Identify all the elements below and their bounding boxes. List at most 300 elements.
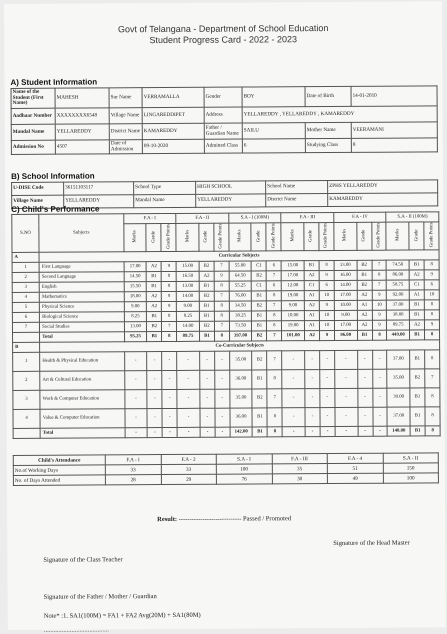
mandal-label: Mandal Name (11, 124, 55, 140)
student-village: LINGAREDDIPET (142, 107, 204, 123)
sub-header (281, 223, 304, 251)
sub-header-label: Grade Points (218, 223, 224, 249)
grade-points-cell: - (162, 408, 177, 427)
grade-cell: - (147, 427, 162, 437)
sub-header-label: Marks (184, 230, 190, 243)
sub-header-label: Grade Points (271, 223, 277, 249)
name-label: Name of the Student (First Name) (11, 88, 55, 108)
gender-label: Gender (204, 87, 242, 107)
grade-cell: - (305, 351, 320, 370)
marks-cell: 397.00 (229, 331, 252, 341)
marks-cell: 15.50 (124, 282, 147, 292)
marks-cell: 36.00 (230, 408, 253, 427)
grade-cell: B2 (410, 369, 425, 388)
marks-cell: 449.00 (387, 330, 410, 340)
subject-name: First Language (39, 262, 124, 273)
student-district: KAMAREDDY (142, 123, 204, 139)
grade-points-cell: 9 (214, 271, 229, 281)
marks-cell: 37.00 (387, 407, 410, 426)
address-label: Address (204, 107, 242, 123)
guardian-label: Father / Guardian Name (204, 123, 242, 139)
grade-points-cell: 7 (162, 321, 177, 331)
marks-cell: 55.00 (229, 261, 252, 271)
grade-cell: B1 (357, 330, 372, 340)
attendance-column-header: F.A - I (105, 455, 161, 465)
subject-sno: 4 (12, 292, 39, 302)
marks-cell: 55.25 (229, 281, 252, 291)
grade-cell: - (357, 388, 372, 407)
student-address: YELLAREDDY , YELLAREDDY , KAMAREDDY (242, 106, 437, 123)
grade-points-cell: 9 (162, 291, 177, 301)
grade-points-cell: 6 (319, 280, 334, 290)
marks-cell: 8.25 (124, 312, 147, 322)
grade-cell: - (147, 351, 162, 370)
grade-cell: B2 (252, 389, 267, 408)
marks-cell: - (335, 388, 358, 407)
group-a-label: A (12, 252, 39, 262)
sub-header (161, 223, 176, 251)
grade-points-cell: - (162, 389, 177, 408)
student-admitted-class: 6 (242, 139, 305, 153)
school-info-heading: B) School Information (11, 171, 95, 181)
sub-header (124, 224, 147, 252)
grade-cell: B1 (199, 281, 214, 291)
page-title: Govt of Telangana - Department of School Education (117, 23, 329, 35)
performance-table (11, 211, 440, 439)
student-surname: VERRAMALLA (142, 87, 204, 107)
grade-cell: A2 (146, 261, 161, 271)
marks-cell: - (282, 427, 305, 437)
marks-cell: 101.00 (282, 331, 305, 341)
days-attended-value: 76 (216, 474, 272, 484)
grade-cell: B2 (357, 280, 372, 290)
sub-header-label: Grade (413, 229, 420, 241)
marks-cell: 64.50 (229, 271, 252, 281)
grade-cell: C1 (409, 280, 424, 290)
district-label: District Name (109, 124, 142, 140)
head-master-signature: Signature of the Head Master (333, 539, 410, 547)
exam-header: S.A - I (100M) (229, 213, 282, 223)
marks-cell: - (334, 350, 357, 369)
grade-points-cell: - (372, 350, 387, 369)
student-mandal: YELLAREDDY (55, 124, 109, 140)
grade-points-cell: 7 (267, 301, 282, 311)
grade-cell: A2 (409, 270, 424, 280)
subject-name: Second Language (39, 272, 124, 283)
grade-cell: - (305, 407, 320, 426)
grade-cell: B2 (199, 321, 214, 331)
grade-points-cell: - (215, 370, 230, 389)
student-gender: BOY (242, 87, 305, 107)
grade-points-cell: 8 (214, 331, 229, 341)
grade-points-cell: 8 (425, 330, 440, 340)
sub-header (304, 223, 319, 251)
grade-cell: - (200, 427, 215, 437)
grade-points-cell: 9 (319, 300, 334, 310)
marks-cell: - (177, 389, 200, 408)
aadhaar-label: Aadhaar Number (11, 108, 55, 124)
sub-header (266, 223, 281, 251)
sno-header: S.NO (12, 214, 39, 252)
grade-cell: A2 (357, 290, 372, 300)
sub-header (424, 222, 439, 250)
marks-cell: 12.00 (281, 281, 304, 291)
school-udise: 36151103117 (64, 182, 134, 195)
grade-points-cell: 8 (162, 271, 177, 281)
grade-points-cell: 6 (424, 280, 439, 290)
marks-cell: - (335, 369, 358, 388)
marks-cell: - (282, 408, 305, 427)
student-info-table (11, 85, 438, 155)
grade-cell: C1 (304, 281, 319, 291)
attendance-column-header: S.A - II (383, 453, 439, 463)
grade-cell: B1 (252, 370, 267, 389)
grade-points-cell: - (215, 389, 230, 408)
sub-header-label: Grade (151, 230, 157, 243)
marks-cell: 8.25 (177, 311, 200, 321)
subject-sno: 3 (13, 390, 40, 409)
marks-cell: 13.00 (124, 322, 147, 332)
student-aadhaar: XXXXXXXX6548 (55, 108, 109, 124)
school-mandal: YELLAREDDY (196, 194, 266, 207)
grade-cell: B2 (357, 260, 372, 270)
grade-points-cell: 6 (267, 261, 282, 271)
marks-cell: 14.00 (334, 280, 357, 290)
grade-cell: - (357, 369, 372, 388)
grade-points-cell: 8 (372, 330, 387, 340)
total-label: Total (40, 332, 125, 343)
grade-points-cell: 9 (320, 330, 335, 340)
marks-cell: 17.00 (334, 290, 357, 300)
marks-cell: 58.75 (387, 280, 410, 290)
grade-cell: A2 (199, 271, 214, 281)
result-value: Passed / Promoted (243, 515, 292, 523)
student-name: MAHESH (55, 88, 109, 108)
student-admission: 4507 (55, 140, 109, 154)
studying-class-label: Studying Class (305, 138, 351, 152)
sub-header-label: Grade (308, 229, 314, 242)
grade-points-cell: 8 (214, 311, 229, 321)
grade-points-cell: 7 (214, 321, 229, 331)
subject-sno: 6 (12, 312, 39, 322)
grade-points-cell: 8 (425, 350, 440, 369)
subject-sno: 2 (13, 371, 40, 390)
marks-cell: - (125, 390, 148, 409)
marks-cell: 16.00 (334, 270, 357, 280)
sub-header (371, 222, 386, 250)
marks-cell: - (177, 351, 200, 370)
grade-cell: B1 (410, 350, 425, 369)
marks-cell: 10.00 (282, 311, 305, 321)
grade-cell: - (200, 389, 215, 408)
marks-cell: 17.00 (334, 320, 357, 330)
marks-cell: - (282, 389, 305, 408)
sub-header (319, 222, 334, 250)
days-attended-value: 28 (105, 475, 161, 485)
grade-points-cell: 6 (267, 281, 282, 291)
marks-cell: 13.00 (176, 281, 199, 291)
days-attended-value: 29 (161, 474, 217, 484)
grade-cell: B1 (410, 330, 425, 340)
grade-points-cell: 9 (161, 261, 176, 271)
marks-cell: 17.00 (124, 262, 147, 272)
dob-label: Date of Birth (305, 86, 351, 106)
grade-cell: - (200, 408, 215, 427)
marks-cell: 35.00 (387, 369, 410, 388)
sub-header (386, 222, 409, 250)
grade-points-cell: 8 (425, 407, 440, 426)
school-type: HIGH SCHOOL (196, 181, 266, 194)
grade-cell: - (147, 408, 162, 427)
grade-points-cell: 9 (319, 270, 334, 280)
grade-points-cell: - (215, 351, 230, 370)
grade-points-cell: 8 (162, 281, 177, 291)
grade-points-cell: 8 (267, 311, 282, 321)
grade-cell: B1 (357, 270, 372, 280)
school-mandal-label: Mandal Name (134, 194, 196, 207)
grade-points-cell: 7 (425, 369, 440, 388)
subjects-header: Subjects (39, 214, 124, 252)
grade-cell: C1 (252, 281, 267, 291)
marks-cell: 92.00 (387, 290, 410, 300)
marks-cell: 76.00 (229, 291, 252, 301)
grade-points-cell: 8 (424, 300, 439, 310)
school-name-label: School Name (266, 181, 328, 194)
marks-cell: - (124, 352, 147, 371)
total-sno (13, 428, 40, 438)
grade-cell: A1 (304, 321, 319, 331)
grade-cell: B2 (199, 291, 214, 301)
grade-points-cell: 9 (425, 320, 440, 330)
grade-cell: B2 (252, 351, 267, 370)
working-days-label: No.of Working Days (13, 465, 105, 476)
working-days-value: 33 (105, 465, 161, 475)
marks-cell: 17.00 (281, 271, 304, 281)
days-attended-value: 100 (383, 473, 439, 483)
grade-points-cell: 7 (372, 260, 387, 270)
school-district: KAMAREDDY (328, 193, 438, 207)
school-district-label: District Name (266, 194, 328, 207)
note-continuation: ........................................ (43, 626, 109, 634)
note-text: Note* :1. SA1(100M) = FA1 + FA2 Avg(20M) + SA1(80M) (43, 611, 201, 620)
total-row (13, 426, 440, 439)
attendance-column-header: S.A - I (216, 454, 272, 464)
group-b-label: B (13, 342, 40, 352)
marks-cell: - (125, 409, 148, 428)
grade-points-cell: 7 (372, 280, 387, 290)
result-dashes: ----------------------------- (178, 515, 242, 523)
grade-points-cell: - (372, 369, 387, 388)
grade-points-cell: 9 (162, 301, 177, 311)
exam-header: F.A - III (281, 212, 334, 222)
grade-points-cell: 10 (319, 310, 334, 320)
subject-name: Mathematics (39, 292, 124, 303)
result-label: Result: (157, 515, 178, 524)
subject-sno: 1 (13, 352, 40, 371)
grade-cell: B1 (147, 331, 162, 341)
grade-cell: A2 (304, 271, 319, 281)
grade-points-cell: 8 (424, 260, 439, 270)
marks-cell: 9.00 (334, 310, 357, 320)
marks-cell: 89.75 (177, 331, 200, 341)
grade-cell: B1 (147, 281, 162, 291)
page-subtitle: Student Progress Card - 2022 - 2023 (149, 34, 298, 46)
grade-points-cell: 8 (267, 370, 282, 389)
grade-points-cell: 8 (268, 427, 283, 437)
grade-points-cell: 7 (214, 291, 229, 301)
sub-header-label: Marks (237, 229, 243, 243)
total-sno (13, 332, 40, 342)
grade-cell: B1 (199, 311, 214, 321)
marks-cell: - (124, 371, 147, 390)
grade-cell: - (200, 370, 215, 389)
grade-points-cell: 8 (425, 426, 440, 436)
grade-points-cell: 8 (267, 321, 282, 331)
sub-header-label: Grade Points (376, 222, 382, 248)
working-days-value: 100 (216, 464, 272, 474)
marks-cell: - (282, 370, 305, 389)
working-days-value: 35 (272, 464, 328, 474)
grade-points-cell: - (373, 426, 388, 436)
sub-header-label: Grade Points (166, 223, 172, 249)
marks-cell: 16.50 (176, 271, 199, 281)
grade-points-cell: - (320, 388, 335, 407)
grade-cell: - (147, 370, 162, 389)
marks-cell: 34.50 (229, 301, 252, 311)
grade-cell: B1 (409, 300, 424, 310)
grade-cell: B2 (147, 321, 162, 331)
sub-header-label: Marks (132, 230, 138, 243)
subject-name: Biological Science (40, 312, 125, 323)
sub-header-label: Grade (203, 230, 209, 243)
subject-row (13, 407, 440, 429)
grade-cell: B2 (252, 301, 267, 311)
marks-cell: 19.00 (282, 321, 305, 331)
grade-cell: B1 (252, 291, 267, 301)
student-mother: VEERAMANI (351, 122, 437, 139)
subject-name: English (39, 282, 124, 293)
student-studying-class: 8 (351, 138, 437, 153)
attendance-column-header: F.A - III (272, 454, 328, 464)
marks-cell: 36.00 (229, 370, 252, 389)
sub-header (356, 222, 371, 250)
marks-cell: 95.25 (124, 332, 147, 342)
marks-cell: 89.75 (387, 320, 410, 330)
marks-cell: 38.25 (229, 311, 252, 321)
sub-header (409, 222, 424, 250)
grade-points-cell: 8 (319, 260, 334, 270)
student-guardian: SAILU (242, 123, 305, 139)
marks-cell: 35.00 (230, 389, 253, 408)
working-days-value: 33 (161, 464, 217, 474)
attendance-column-header: F.A - 4 (327, 453, 383, 463)
grade-cell: B1 (410, 388, 425, 407)
grade-points-cell: 7 (267, 271, 282, 281)
sub-header-label: Marks (342, 229, 348, 242)
grade-cell: B1 (304, 261, 319, 271)
student-info-heading: A) Student Information (10, 77, 98, 87)
grade-points-cell: 9 (372, 310, 387, 320)
admitted-class-label: Admitted Class (204, 139, 242, 153)
grade-cell: A2 (409, 320, 424, 330)
days-attended-value: 49 (327, 473, 383, 483)
grade-points-cell: 8 (372, 270, 387, 280)
grade-points-cell: - (372, 388, 387, 407)
marks-cell: 38.88 (387, 310, 410, 320)
school-type-label: School Type (134, 181, 196, 194)
section-title: Curricular Subjects (39, 250, 439, 262)
marks-cell: - (177, 427, 200, 437)
grade-points-cell: - (215, 408, 230, 427)
attendance-table (13, 452, 439, 486)
attendance-column-header: F.A - 2 (161, 454, 217, 464)
sub-header (251, 223, 266, 251)
days-attended-label: No. of Days Attended (13, 475, 105, 486)
marks-cell: - (282, 351, 305, 370)
marks-cell: 37.00 (387, 350, 410, 369)
grade-cell: B1 (199, 331, 214, 341)
grade-cell: A1 (304, 311, 319, 321)
grade-points-cell: - (373, 407, 388, 426)
sub-header-label: Grade (256, 230, 262, 242)
marks-cell: 15.00 (281, 261, 304, 271)
grade-cell: B1 (409, 260, 424, 270)
subject-sno: 3 (12, 282, 39, 292)
grade-points-cell: 10 (319, 320, 334, 330)
grade-cell: B1 (252, 408, 267, 427)
doa-label: Date of Admission (109, 140, 142, 154)
sub-header (176, 223, 199, 251)
grade-cell: A2 (357, 320, 372, 330)
grade-cell: A1 (409, 290, 424, 300)
grade-cell: B1 (252, 311, 267, 321)
marks-cell: 148.00 (387, 426, 410, 436)
grade-points-cell: 8 (425, 310, 440, 320)
grade-cell: - (305, 426, 320, 436)
subject-row (13, 369, 440, 391)
grade-points-cell: 9 (372, 320, 387, 330)
grade-cell: A2 (147, 291, 162, 301)
class-teacher-signature: Signature of the Class Teacher (43, 556, 123, 564)
grade-cell: A1 (304, 291, 319, 301)
progress-card-page (4, 1, 446, 634)
school-village: YELLAREDDY (64, 195, 134, 208)
grade-points-cell: 10 (319, 290, 334, 300)
surname-label: Sur Name (109, 88, 142, 108)
grade-cell: A2 (304, 331, 319, 341)
grade-cell: - (357, 407, 372, 426)
grade-points-cell: 8 (214, 281, 229, 291)
result-line (157, 515, 291, 523)
marks-cell: 9.00 (177, 301, 200, 311)
marks-cell: 14.00 (176, 291, 199, 301)
grade-cell: B1 (252, 321, 267, 331)
village-label: Village Name (109, 108, 142, 124)
subject-sno: 7 (12, 322, 39, 332)
grade-points-cell: - (320, 426, 335, 436)
grade-cell: B1 (410, 426, 425, 436)
grade-cell: B1 (199, 301, 214, 311)
grade-points-cell: - (215, 427, 230, 437)
subject-sno: 1 (12, 262, 39, 272)
marks-cell: 74.50 (386, 260, 409, 270)
subject-sno: 2 (12, 272, 39, 282)
marks-cell: 73.50 (229, 321, 252, 331)
marks-cell: 13.00 (334, 260, 357, 270)
udise-label: U-DISE Code (12, 182, 64, 195)
subject-name: Value & Computer Education (40, 409, 125, 429)
performance-heading: C) Child's Performance (11, 204, 100, 214)
